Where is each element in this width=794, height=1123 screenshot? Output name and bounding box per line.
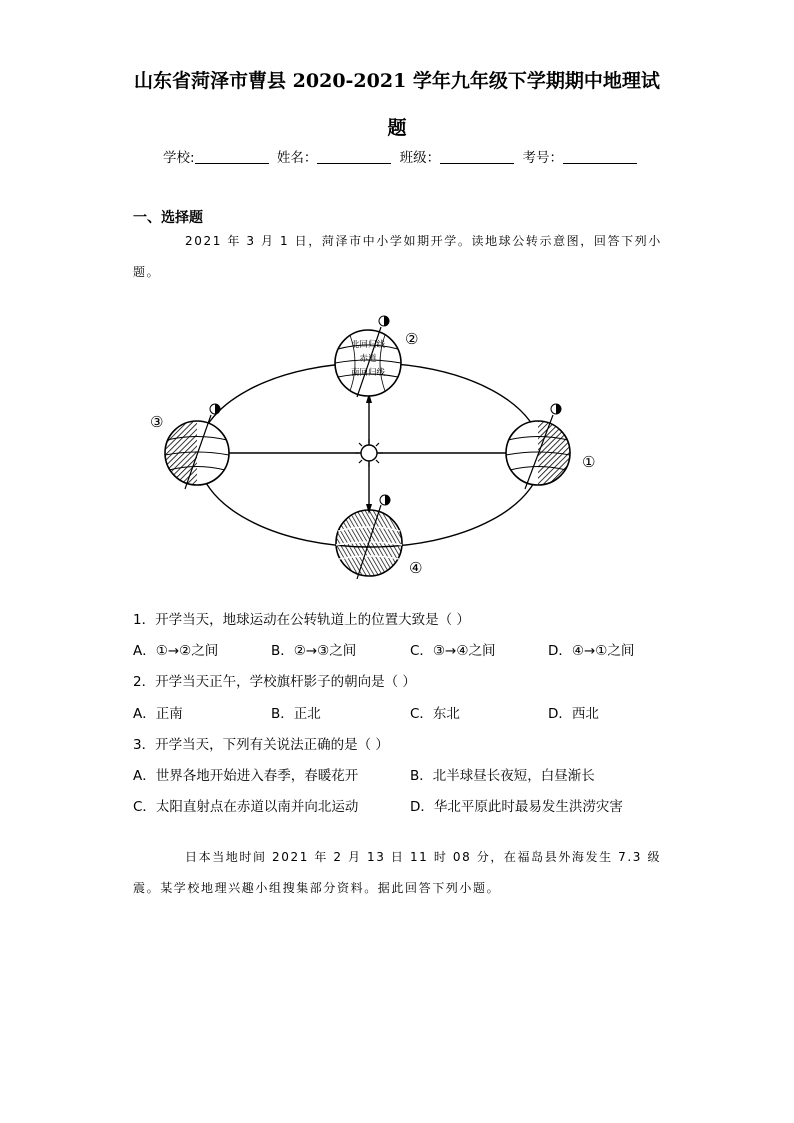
section-heading: 一、选择题 <box>133 210 203 226</box>
name-label: 姓名： <box>276 150 318 166</box>
question-2: 2．开学当天正午，学校旗杆影子的朝向是（ ） <box>133 674 416 690</box>
question-3-option-b[interactable]: B．北半球昼长夜短，白昼渐长 <box>410 768 595 784</box>
student-info-fields <box>163 146 641 166</box>
intro-text-2: 日本当地时间 2021 年 2 月 13 日 11 时 08 分，在福岛县外海发生 7.3 级震。某学校地理兴趣小组搜集部分资料。据此回答下列小题。 <box>133 850 662 895</box>
question-1-option-c[interactable]: C．③→④之间 <box>410 643 496 659</box>
earth-revolution-diagram <box>145 305 605 585</box>
label-tropic-north: 北回归线 <box>350 340 386 350</box>
question-2-option-d[interactable]: D．西北 <box>548 706 599 722</box>
question-1-option-d[interactable]: D．④→①之间 <box>548 643 635 659</box>
label-equator: 赤道 <box>359 354 377 364</box>
number-blank[interactable] <box>563 149 637 164</box>
question-1-option-a[interactable]: A．①→②之间 <box>133 643 219 659</box>
question-2-option-c[interactable]: C．东北 <box>410 706 460 722</box>
class-blank[interactable] <box>440 149 514 164</box>
school-blank[interactable] <box>195 149 269 164</box>
earth-position-3 <box>165 404 229 489</box>
label-position-2: ② <box>405 330 419 348</box>
intro-paragraph-1 <box>133 226 663 288</box>
earth-position-1 <box>506 404 570 489</box>
question-3-option-a[interactable]: A．世界各地开始进入春季，春暖花开 <box>133 768 359 784</box>
label-position-3: ③ <box>150 413 164 431</box>
question-2-option-a[interactable]: A．正南 <box>133 706 183 722</box>
class-label: 班级： <box>399 150 441 166</box>
label-position-1: ① <box>582 453 596 471</box>
number-label: 考号： <box>522 150 563 166</box>
question-1: 1．开学当天，地球运动在公转轨道上的位置大致是（ ） <box>133 612 470 628</box>
question-3-option-c[interactable]: C．太阳直射点在赤道以南并向北运动 <box>133 799 359 815</box>
label-position-4: ④ <box>409 559 423 577</box>
label-tropic-south: 南回归线 <box>350 368 386 378</box>
page-title-continued: 题 <box>387 117 407 139</box>
intro-paragraph-2 <box>133 842 663 904</box>
intro-text-1: 2021 年 3 月 1 日，菏泽市中小学如期开学。读地球公转示意图，回答下列小题。 <box>133 234 662 279</box>
page-title: 山东省菏泽市曹县 2020-2021 学年九年级下学期期中地理试 <box>134 70 660 92</box>
question-2-option-b[interactable]: B．正北 <box>271 706 321 722</box>
earth-position-2 <box>335 316 401 397</box>
question-3-option-d[interactable]: D．华北平原此时最易发生洪涝灾害 <box>410 799 623 815</box>
name-blank[interactable] <box>317 149 391 164</box>
question-1-option-b[interactable]: B．②→③之间 <box>271 643 357 659</box>
school-label: 学校: <box>163 150 195 166</box>
question-3: 3．开学当天，下列有关说法正确的是（ ） <box>133 737 389 753</box>
